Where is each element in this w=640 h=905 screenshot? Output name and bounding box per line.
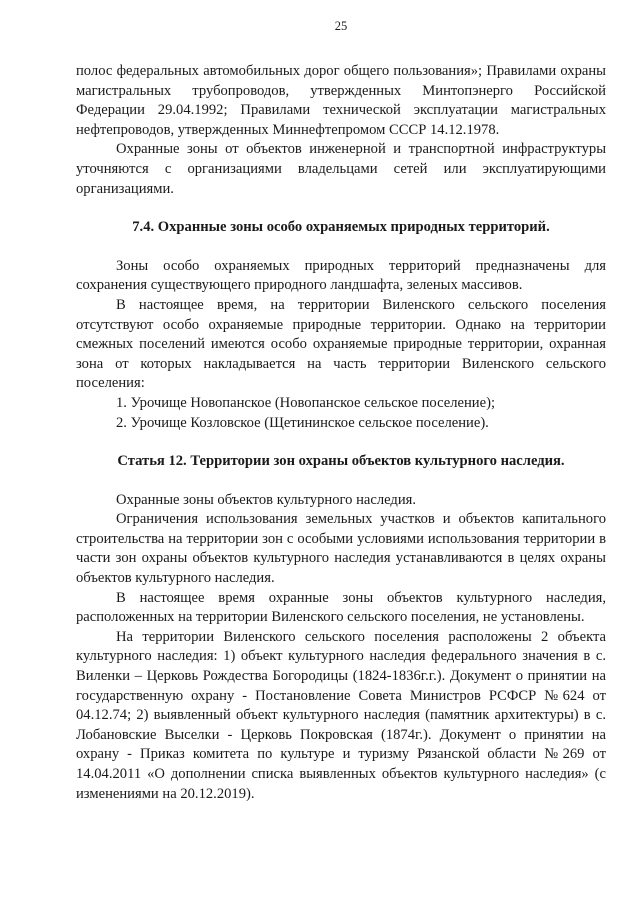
list-item-2: 2. Урочище Козловское (Щетининское сельское поселение). — [116, 414, 489, 431]
paragraph-protection-rules: полос федеральных автомобильных дорог общего пользования»; Правилами охраны магистральных трубопроводов, утвержденных Минтопэнерго Российской Федерации 29.04.1992; Правилами технической эксплуатации магистральных нефтепроводов, утвержденных Миннефтепромом СССР 14.12.1978. — [76, 63, 606, 138]
paragraph-heritage-objects: На территории Виленского сельского поселения расположены 2 объекта культурного наследия: 1) объект культурного наследия федерального значения в с. Виленки – Церковь Рождества Богородицы (1824-1836г.г.). Документ о принятии на государственную охрану - Постановление Совета Министров РСФСР №624 от 04.12.74; 2) выявленный объект культурного наследия (памятник архитектуры) в с. Лобановские Выселки - Церковь Покровская (1874г.). Документ о принятии на охрану - Приказ комитета по культуре и туризму Рязанской области №269 от 14.04.2011 «О дополнении списка выявленных объектов культурного наследия» (с изменениями на 20.12.2019). — [76, 628, 606, 802]
section-heading-7-4: 7.4. Охранные зоны особо охраняемых природных территорий. — [132, 219, 550, 236]
article-12-heading: Статья 12. Территории зон охраны объектов культурного наследия. — [117, 453, 565, 470]
paragraph-heritage-restrictions: Ограничения использования земельных участков и объектов капитального строительства на территории зон с особыми условиями использования территории в части зон охраны объектов культурного наследия устанавливаются в целях охраны объектов культурного наследия. — [76, 511, 606, 587]
page-content — [76, 62, 606, 804]
paragraph-heritage-current: В настоящее время охранные зоны объектов культурного наследия, расположенных на территории Виленского сельского поселения, не установлены. — [76, 589, 606, 626]
paragraph-infrastructure-zones: Охранные зоны от объектов инженерной и транспортной инфраструктуры уточняются с организациями владельцами сетей или эксплуатирующими организациями. — [76, 141, 606, 197]
paragraph-protected-areas-purpose: Зоны особо охраняемых природных территорий предназначены для сохранения существующего природного ландшафта, зеленых массивов. — [76, 257, 606, 294]
page-number: 25 — [334, 19, 348, 33]
paragraph-protected-areas-current: В настоящее время, на территории Виленского сельского поселения отсутствуют особо охраняемые природные территории. Однако на территории смежных поселений имеются особо охраняемые природные территории, охранная зона от которых накладывается на часть территории Виленского сельского поселения: — [76, 296, 606, 392]
paragraph-heritage-zones-title: Охранные зоны объектов культурного наследия. — [116, 491, 417, 508]
list-item-1: 1. Урочище Новопанское (Новопанское сельское поселение); — [116, 394, 496, 411]
